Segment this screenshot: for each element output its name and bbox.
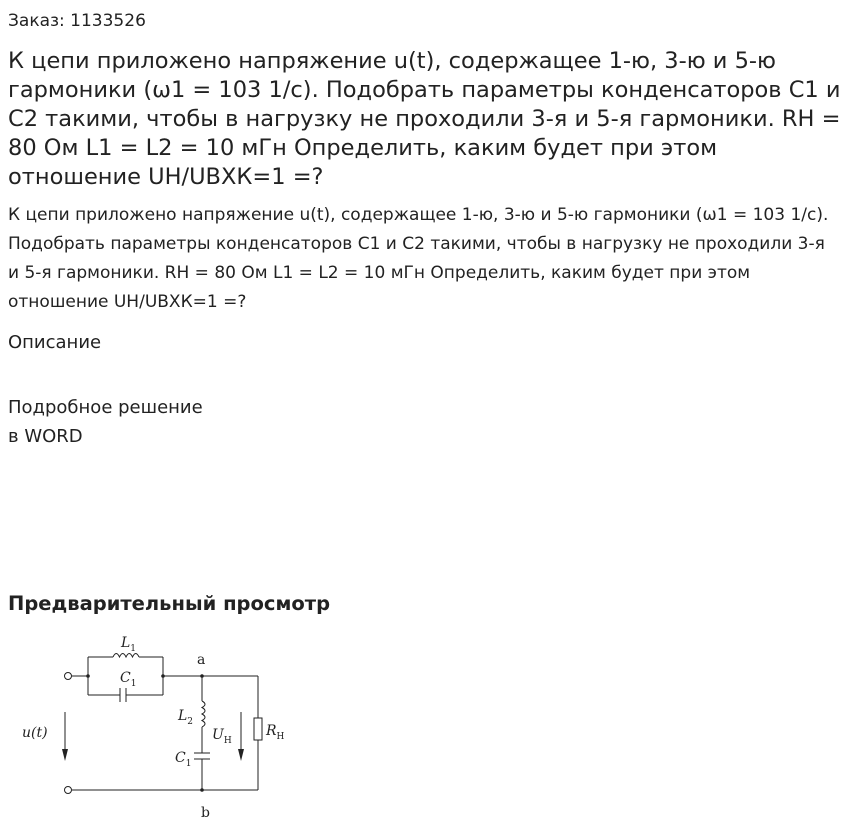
label-rh: $R_Н$ — [266, 723, 285, 742]
label-c1: $C_1$ — [120, 670, 137, 689]
label-node-b: b — [201, 805, 210, 821]
label-node-a: a — [197, 652, 206, 668]
resistor-rh — [254, 718, 262, 740]
arrow-source — [62, 712, 68, 761]
solution-line-1: Подробное решение — [8, 397, 203, 418]
solution-note — [8, 393, 203, 451]
solution-line-2: в WORD — [8, 426, 83, 447]
description-label: Описание — [8, 332, 102, 353]
arrow-load — [238, 712, 244, 761]
input-terminal-top — [65, 673, 72, 680]
inductor-l2 — [202, 701, 205, 727]
preview-heading: Предварительный просмотр — [8, 592, 331, 615]
capacitor-lower — [194, 753, 210, 759]
label-c-lower: $C_1$ — [175, 750, 192, 769]
page-title: К цепи приложено напряжение u(t), содержащее 1-ю, 3-ю и 5-ю гармоники (ω1 = 103 1/с). Подобрать параметры конденсаторов С1 и С2 такими, чтобы в нагрузку не проходили 3-я и 5-я гармоники. RН = 80 Ом L1 = L2 = 10 мГн Определить, каким будет при этом отношение UН/UВХК=1 =? — [8, 48, 841, 190]
capacitor-c1 — [120, 688, 126, 702]
label-l1: $L_1$ — [121, 635, 137, 654]
input-terminal-bottom — [65, 787, 72, 794]
label-l2: $L_2$ — [178, 708, 194, 727]
task-description: К цепи приложено напряжение u(t), содержащее 1-ю, 3-ю и 5-ю гармоники (ω1 = 103 1/с). Подобрать параметры конденсаторов С1 и С2 такими, чтобы в нагрузку не проходили 3-я и 5-я гармоники. RН = 80 Ом L1 = L2 = 10 мГн Определить, каким будет при этом отношение UН/UВХК=1 =? — [8, 205, 829, 312]
inductor-l1 — [113, 654, 139, 658]
junction-dots — [86, 674, 204, 792]
order-number: Заказ: 1133526 — [8, 11, 146, 31]
circuit-wires — [72, 657, 258, 790]
circuit-diagram — [0, 620, 320, 840]
label-uh: $U_Н$ — [212, 727, 232, 746]
label-source: u(t) — [22, 725, 48, 741]
